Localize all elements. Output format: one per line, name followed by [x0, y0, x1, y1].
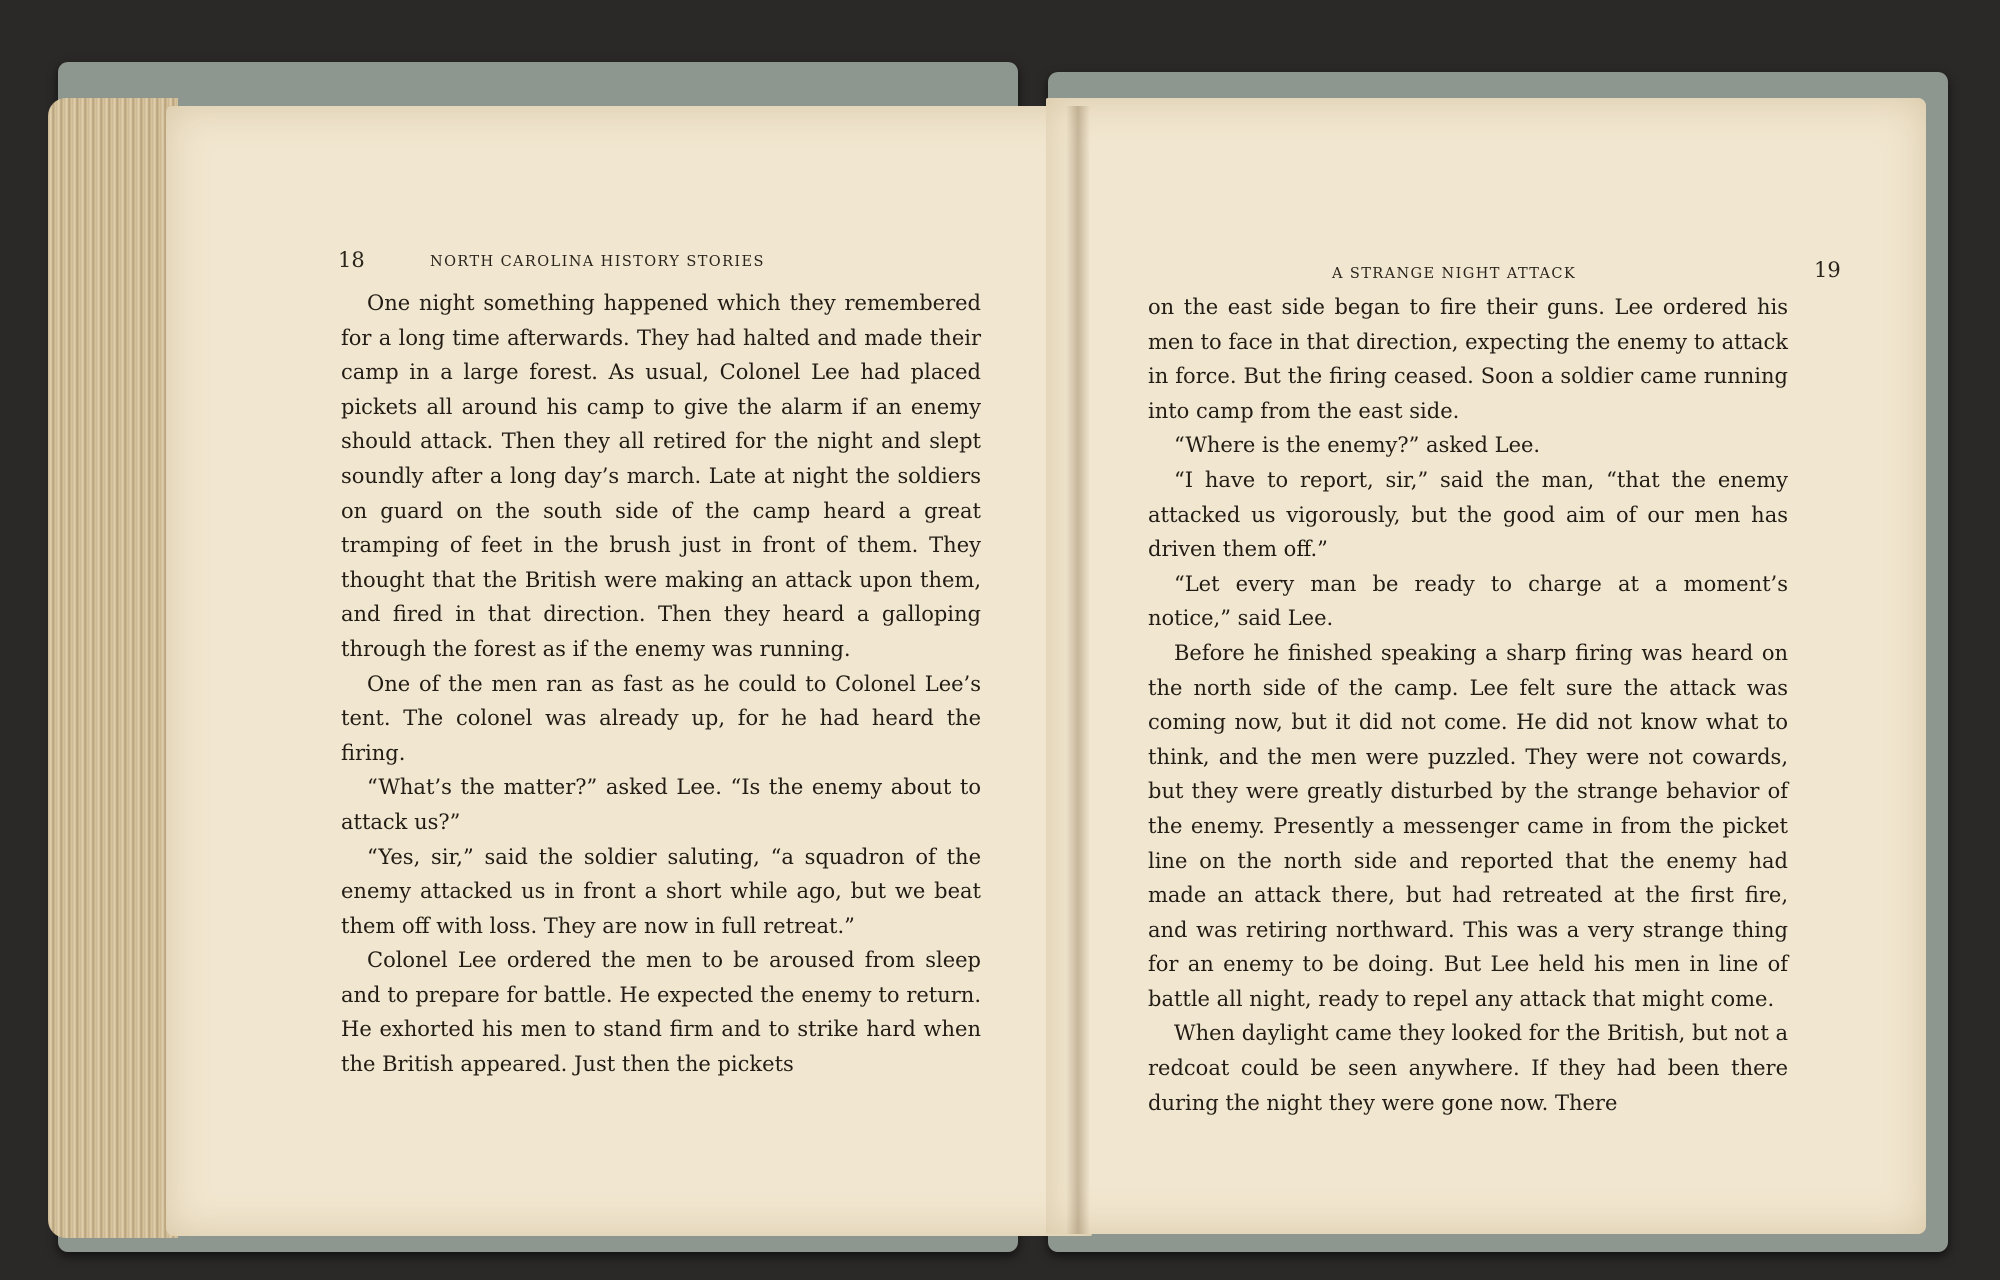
- running-head: NORTH CAROLINA HISTORY STORIES: [430, 254, 765, 270]
- paragraph: “I have to report, sir,” said the man, “that the enemy attacked us vigorously, but the good aim of our men has driven them off.”: [1148, 467, 1788, 562]
- paragraph: One of the men ran as fast as he could to Colonel Lee’s tent. The colonel was already up, for he had heard the firing.: [341, 671, 981, 765]
- paragraph: “Let every man be ready to charge at a moment’s notice,” said Lee.: [1148, 571, 1788, 631]
- paragraph: When daylight came they looked for the British, but not a redcoat could be seen anywhere. If they had been there during the night they were gone now. There: [1148, 1021, 1788, 1115]
- right-page: [1046, 98, 1926, 1234]
- page-number: 19: [1814, 258, 1841, 282]
- paragraph: “Yes, sir,” said the soldier saluting, “a squadron of the enemy attacked us in front a short while ago, but we beat them off with loss. They are now in full retreat.”: [341, 844, 981, 938]
- paragraph: “Where is the enemy?” asked Lee.: [1174, 433, 1541, 458]
- left-page: [166, 106, 1092, 1236]
- paragraph: Colonel Lee ordered the men to be aroused from sleep and to prepare for battle. He expected the enemy to return. He exhorted his men to stand firm and to strike hard when the British appeared. Just then the pickets: [341, 948, 981, 1077]
- left-page-text: [341, 286, 981, 1082]
- paragraph: One night something happened which they remembered for a long time afterwards. They had halted and made their camp in a large forest. As usual, Colonel Lee had placed pickets all around his camp to give the alarm if an enemy should attack. Then they all retired for the night and slept soundly after a long day’s march. Late at night the soldiers on guard on the south side of the camp heard a great tramping of feet in the brush just in front of them. They thought that the British were making an attack upon them, and fired in that direction. Then they heard a galloping through the forest as if the enemy was running.: [341, 291, 981, 661]
- right-page-text: [1148, 290, 1788, 1120]
- running-head: A STRANGE NIGHT ATTACK: [1332, 266, 1577, 282]
- page-number: 18: [338, 248, 365, 272]
- open-book: [48, 58, 1948, 1258]
- paragraph: “What’s the matter?” asked Lee. “Is the enemy about to attack us?”: [341, 775, 981, 834]
- paragraph: on the east side began to fire their guns. Lee ordered his men to face in that direction, expecting the enemy to attack in force. But the firing ceased. Soon a soldier came running into camp from the east side.: [1148, 295, 1788, 423]
- paragraph: Before he finished speaking a sharp firing was heard on the north side of the camp. Lee felt sure the attack was coming now, but it did not come. He did not know what to think, and the men were puzzled. They were not cowards, but they were greatly disturbed by the strange behavior of the enemy. Presently a messenger came in from the picket line on the north side and reported that the enemy had made an attack there, but had retreated at the first fire, and was retiring northward. This was a very strange thing for an enemy to be doing. But Lee held his men in line of battle all night, ready to repel any attack that might come.: [1148, 640, 1788, 1011]
- page-edges: [48, 98, 178, 1238]
- book-gutter: [1066, 106, 1090, 1234]
